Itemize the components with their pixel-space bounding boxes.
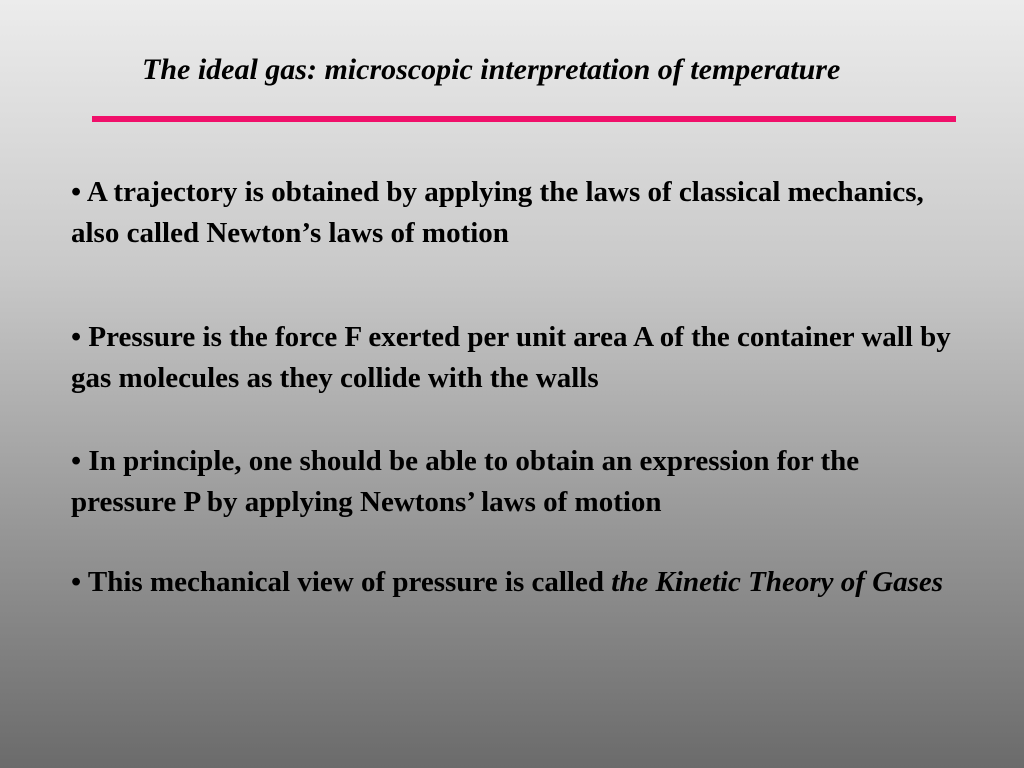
bullet-text: Pressure is the force F exerted per unit area A of the container wall by gas molecules as they collide with the walls	[71, 321, 951, 394]
bullet-item-4	[71, 562, 971, 603]
bullet-text: In principle, one should be able to obtain an expression for the pressure P by applying Newtons’ laws of motion	[71, 445, 860, 518]
bullet-item-2	[71, 317, 971, 399]
bullet-text: This mechanical view of pressure is called	[87, 566, 612, 598]
title-underline	[92, 116, 956, 122]
bullet-marker: •	[71, 321, 82, 353]
bullet-item-1	[71, 172, 971, 254]
bullet-marker: •	[71, 176, 82, 208]
bullet-marker: •	[71, 445, 82, 477]
slide-title: The ideal gas: microscopic interpretation of temperature	[142, 53, 841, 86]
bullet-text: A trajectory is obtained by applying the laws of classical mechanics, also called Newton’s laws of motion	[71, 176, 924, 249]
bullet-emphasis: the Kinetic Theory of Gases	[611, 566, 944, 598]
bullet-item-3	[71, 441, 971, 523]
bullet-marker: •	[71, 566, 82, 598]
